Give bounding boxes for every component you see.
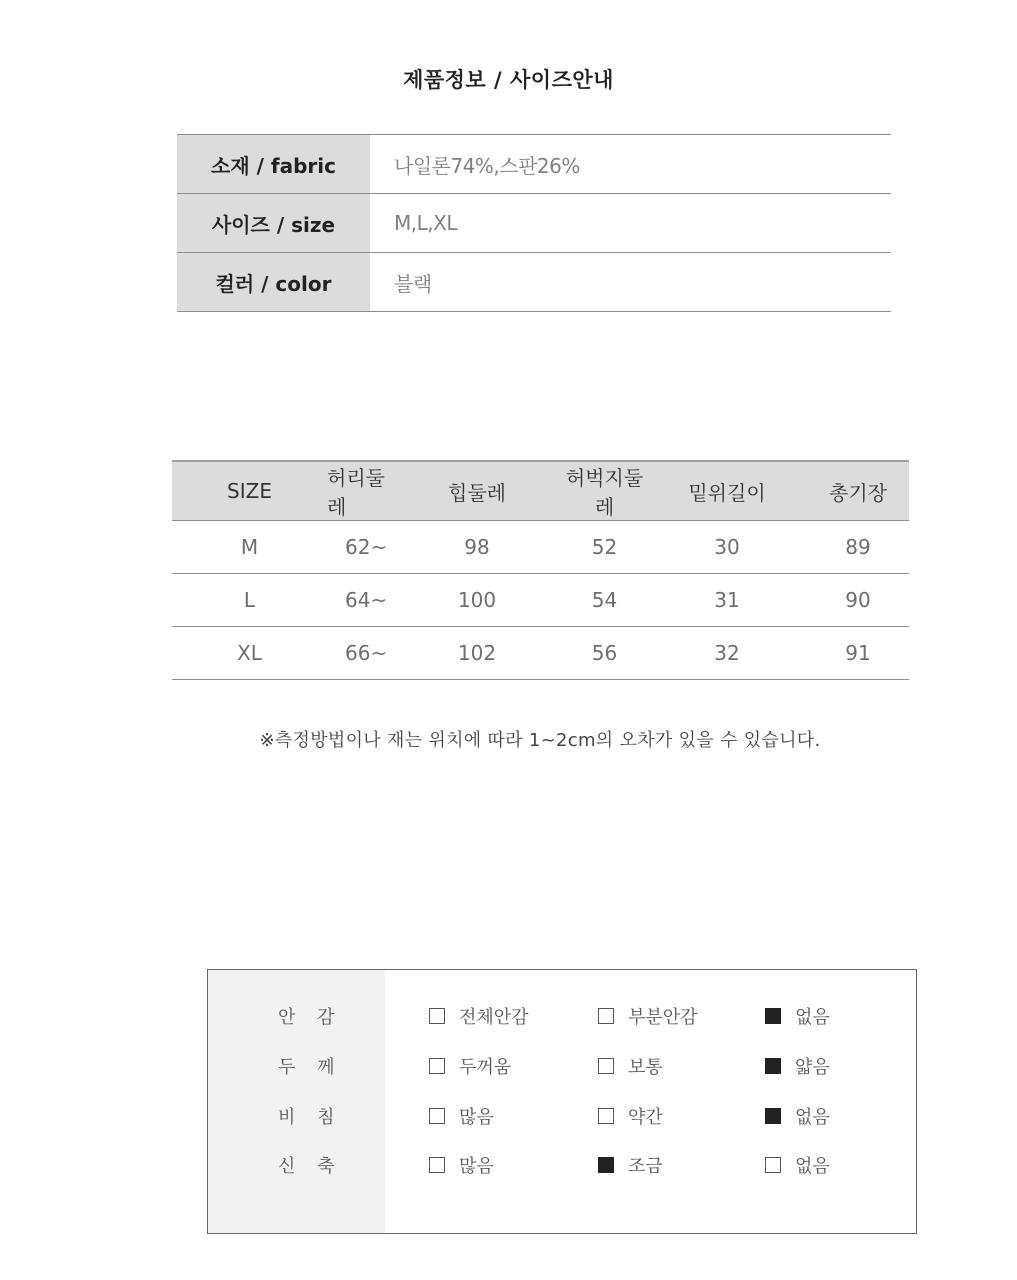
- column-header: 허리둘레: [327, 461, 392, 521]
- feature-label: 신 축: [278, 1156, 343, 1177]
- info-label: 소재 / fabric: [177, 135, 370, 194]
- feature-option: [429, 1152, 494, 1178]
- feature-option-label: 전체안감: [459, 1007, 529, 1028]
- info-row-fabric: [177, 135, 891, 194]
- table-cell: 100: [392, 574, 562, 627]
- info-value: 나일론74%,스판26%: [370, 135, 891, 194]
- unchecked-box-icon: [598, 1108, 614, 1124]
- feature-row: [208, 1051, 918, 1081]
- column-header: 밑위길이: [647, 461, 807, 521]
- table-cell: 32: [647, 627, 807, 680]
- feature-option-label: 조금: [628, 1156, 663, 1177]
- feature-option: [598, 1053, 663, 1079]
- unchecked-box-icon: [429, 1008, 445, 1024]
- checked-box-icon: [765, 1108, 781, 1124]
- feature-row: [208, 1001, 918, 1031]
- table-row: [172, 627, 909, 680]
- feature-option-label: 부분안감: [628, 1007, 698, 1028]
- info-value: 블랙: [370, 253, 891, 312]
- table-cell: 90: [807, 574, 909, 627]
- table-cell: 62~: [327, 521, 392, 574]
- feature-option-label: 없음: [795, 1156, 830, 1177]
- info-row-size: [177, 194, 891, 253]
- feature-row: [208, 1101, 918, 1131]
- feature-option-label: 얇음: [795, 1057, 830, 1078]
- column-header: 허벅지둘레: [562, 461, 647, 521]
- feature-option-label: 없음: [795, 1007, 830, 1028]
- table-row: [172, 521, 909, 574]
- column-header: SIZE: [172, 461, 327, 521]
- unchecked-box-icon: [429, 1058, 445, 1074]
- table-cell: 66~: [327, 627, 392, 680]
- info-row-color: [177, 253, 891, 312]
- feature-label: 두 께: [278, 1057, 343, 1078]
- feature-option: [765, 1103, 830, 1129]
- table-cell: 56: [562, 627, 647, 680]
- checked-box-icon: [765, 1058, 781, 1074]
- size-table-header: [172, 461, 909, 521]
- feature-option: [765, 1003, 830, 1029]
- column-header: 총기장: [807, 461, 909, 521]
- feature-option-label: 보통: [628, 1057, 663, 1078]
- unchecked-box-icon: [598, 1008, 614, 1024]
- feature-option: [765, 1053, 830, 1079]
- measurement-note: ※측정방법이나 재는 위치에 따라 1~2cm의 오차가 있을 수 있습니다.: [259, 730, 821, 751]
- feature-row: [208, 1150, 918, 1180]
- table-cell: XL: [172, 627, 327, 680]
- feature-option: [598, 1003, 698, 1029]
- table-cell: 98: [392, 521, 562, 574]
- feature-option-label: 많음: [459, 1107, 494, 1128]
- feature-option: [765, 1152, 830, 1178]
- table-cell: M: [172, 521, 327, 574]
- page-title: 제품정보 / 사이즈안내: [403, 68, 614, 92]
- table-cell: 64~: [327, 574, 392, 627]
- info-value: M,L,XL: [370, 194, 891, 253]
- feature-label: 비 침: [278, 1107, 343, 1128]
- unchecked-box-icon: [765, 1157, 781, 1173]
- feature-option: [429, 1003, 529, 1029]
- column-header: 힙둘레: [392, 461, 562, 521]
- size-table: [172, 460, 909, 680]
- table-cell: 54: [562, 574, 647, 627]
- table-cell: 30: [647, 521, 807, 574]
- checked-box-icon: [765, 1008, 781, 1024]
- table-row: [172, 574, 909, 627]
- table-cell: 89: [807, 521, 909, 574]
- checked-box-icon: [598, 1157, 614, 1173]
- product-info-table: [177, 134, 891, 312]
- feature-option-label: 두꺼움: [459, 1057, 512, 1078]
- feature-option-label: 약간: [628, 1107, 663, 1128]
- table-cell: 31: [647, 574, 807, 627]
- feature-option-label: 많음: [459, 1156, 494, 1177]
- unchecked-box-icon: [429, 1157, 445, 1173]
- table-cell: 91: [807, 627, 909, 680]
- feature-option: [429, 1053, 511, 1079]
- unchecked-box-icon: [429, 1108, 445, 1124]
- table-cell: 102: [392, 627, 562, 680]
- info-label: 사이즈 / size: [177, 194, 370, 253]
- feature-option: [429, 1103, 494, 1129]
- unchecked-box-icon: [598, 1058, 614, 1074]
- table-cell: L: [172, 574, 327, 627]
- feature-option: [598, 1103, 663, 1129]
- feature-option: [598, 1152, 663, 1178]
- feature-label: 안 감: [278, 1007, 343, 1028]
- info-label: 컬러 / color: [177, 253, 370, 312]
- feature-option-label: 없음: [795, 1107, 830, 1128]
- fabric-features-box: [207, 969, 917, 1234]
- table-cell: 52: [562, 521, 647, 574]
